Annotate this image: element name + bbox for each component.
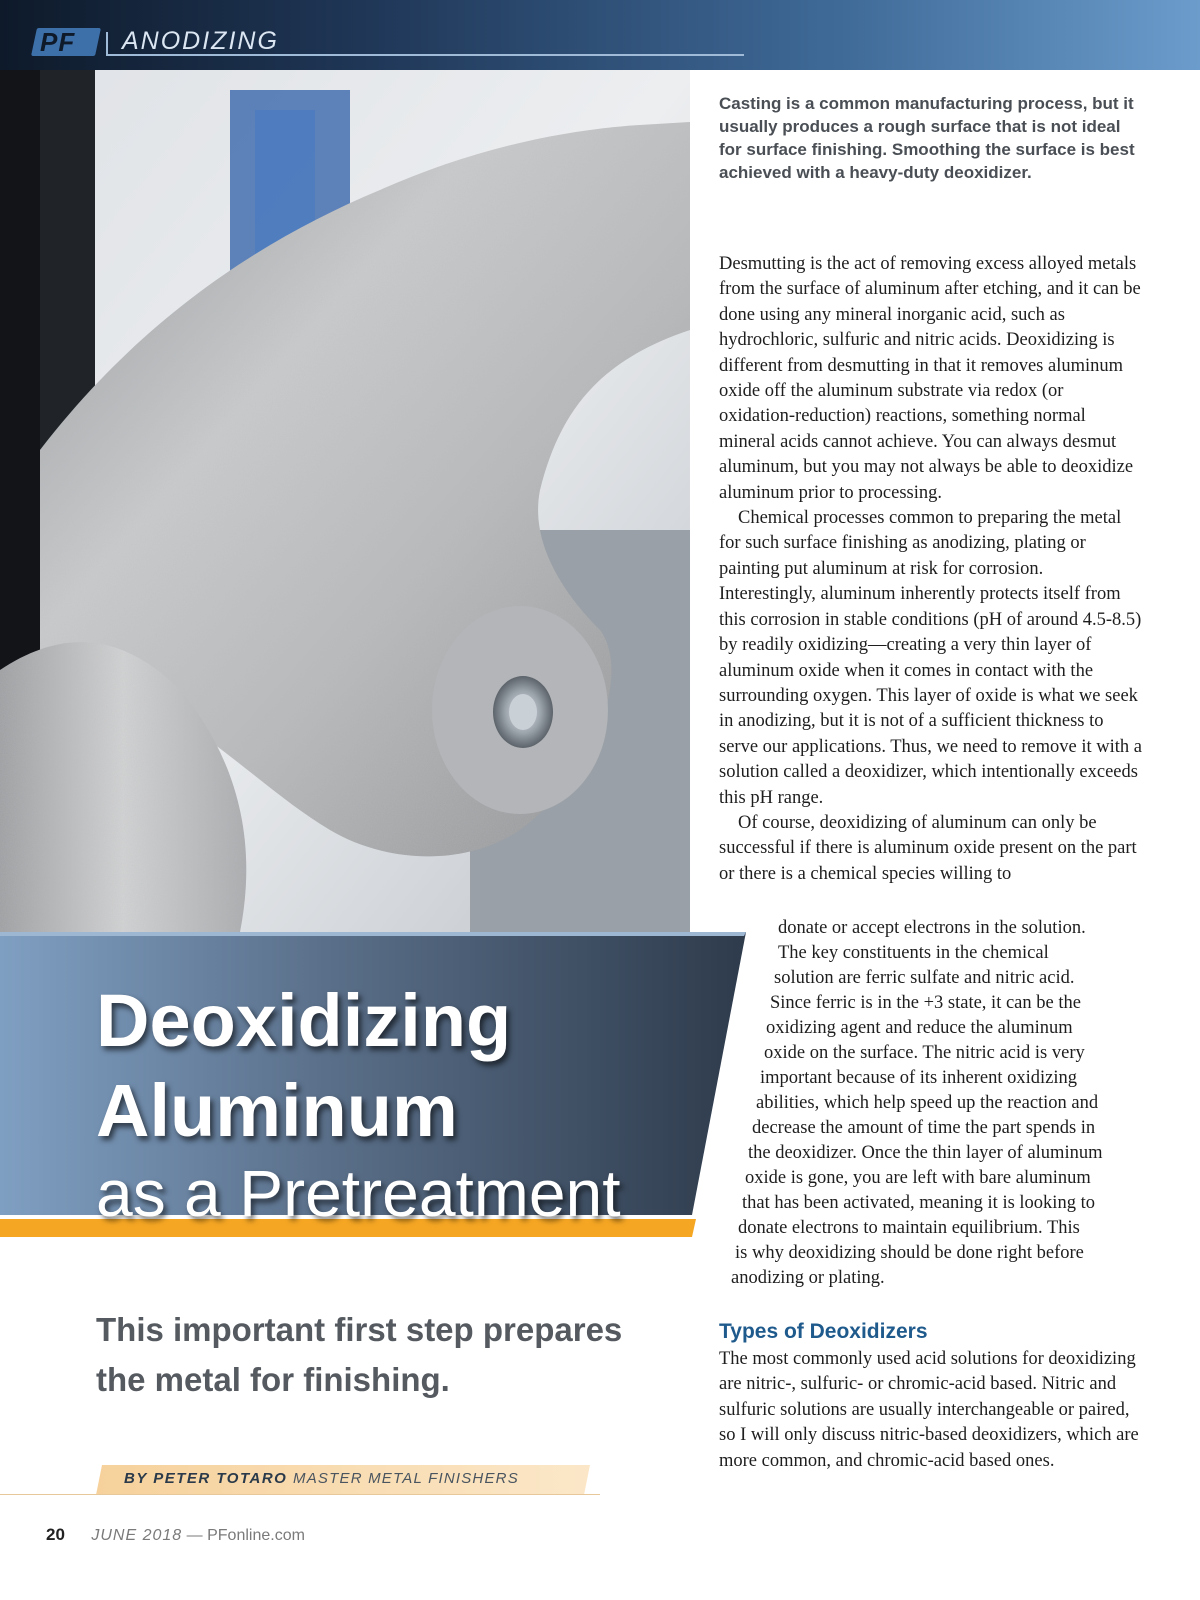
footer-site: PFonline.com [207,1527,305,1544]
wrapped-text-line: important because of its inherent oxidizing [760,1068,1077,1088]
wrapped-text-line: decrease the amount of time the part spends in [752,1118,1096,1138]
paragraph-1: Desmutting is the act of removing excess alloyed metals from the surface of aluminum after etching, and it can be done using any mineral inorganic acid, such as hydrochloric, sulfuric and nitric acids. Deoxidizing is different from desmutting in that it removes aluminum oxide off the aluminum substrate via redox (or oxidation-reduction) reactions, something normal mineral acids cannot achieve. You can always desmut aluminum, but you may not always be able to deoxidize aluminum prior to processing. [719,254,1141,503]
section-heading: Types of Deoxidizers [719,1320,928,1343]
wrapped-text-line: that has been activated, meaning it is looking to [742,1193,1095,1213]
wrapped-text-line: donate electrons to maintain equilibrium. This [738,1218,1080,1238]
paragraph-2: Chemical processes common to preparing the metal for such surface finishing as anodizing, plating or painting put aluminum at risk for corrosion. Interestingly, aluminum inherently protects itself from this corrosion in stable conditions (pH of around 4.5-8.5) by readily oxidizing—creating a very thin layer of aluminum oxide when it comes in contact with the surrounding oxygen. This layer of oxide is what we seek in anodizing, but it is not of a sufficient thickness to serve our applications. Thus, we need to remove it with a solution called a deoxidizer, which intentionally exceeds this pH range. [719,508,1142,808]
page-footer [46,1525,305,1545]
wrapped-text-line: the deoxidizer. Once the thin layer of aluminum [748,1143,1103,1163]
header-divider [106,32,108,56]
paragraph-3-start: Of course, deoxidizing of aluminum can only be successful if there is aluminum oxide present on the part or there is a chemical species willing to [719,812,1137,884]
section-label: ANODIZING [122,27,279,55]
footer-separator: — [186,1527,203,1544]
cast-aluminum-photo [0,70,690,932]
wrapped-text-line: is why deoxidizing should be done right before [735,1243,1084,1263]
pf-logo-text: PF [40,27,76,57]
wrapped-text-line: oxide is gone, you are left with bare aluminum [745,1168,1091,1188]
wrapped-text-line: oxidizing agent and reduce the aluminum [766,1018,1073,1038]
issue-date: JUNE 2018 [91,1527,183,1544]
photo-illustration [0,70,690,932]
paragraph-4: The most commonly used acid solutions for deoxidizing are nitric-, sulfuric- or chromic-acid based. Nitric and sulfuric solutions are usually interchangeable or paired, so I will only discuss nitric-based deoxidizers, which are more common, and chromic-acid based ones. [719,1349,1139,1471]
byline-author: BY PETER TOTARO [124,1470,288,1487]
title-line-1: Deoxidizing [96,979,512,1062]
wrapped-text-line: The key constituents in the chemical [778,943,1049,963]
wrapped-text-line: oxide on the surface. The nitric acid is very [764,1043,1085,1063]
title-line-3: as a Pretreatment [96,1156,621,1230]
wrapped-text-line: solution are ferric sulfate and nitric acid. [774,968,1075,988]
wrapped-text-line: Since ferric is in the +3 state, it can be the [770,993,1081,1013]
wrapped-text-line: donate or accept electrons in the solution. [778,918,1086,938]
byline-rule [0,1494,600,1495]
page-number: 20 [46,1525,65,1544]
wrapped-text-line: anodizing or plating. [731,1268,885,1288]
wrapped-text-line: abilities, which help speed up the reaction and [756,1093,1099,1113]
title-line-2: Aluminum [96,1069,458,1152]
byline-affiliation: MASTER METAL FINISHERS [293,1470,519,1487]
subtitle: This important first step prepares the metal for finishing. [96,1311,623,1398]
byline [124,1470,519,1487]
photo-caption: Casting is a common manufacturing process, but it usually produces a rough surface that is not ideal for surface finishing. Smoothing the surface is best achieved with a heavy-duty deoxidizer. [719,94,1135,182]
body-text [719,252,1144,887]
